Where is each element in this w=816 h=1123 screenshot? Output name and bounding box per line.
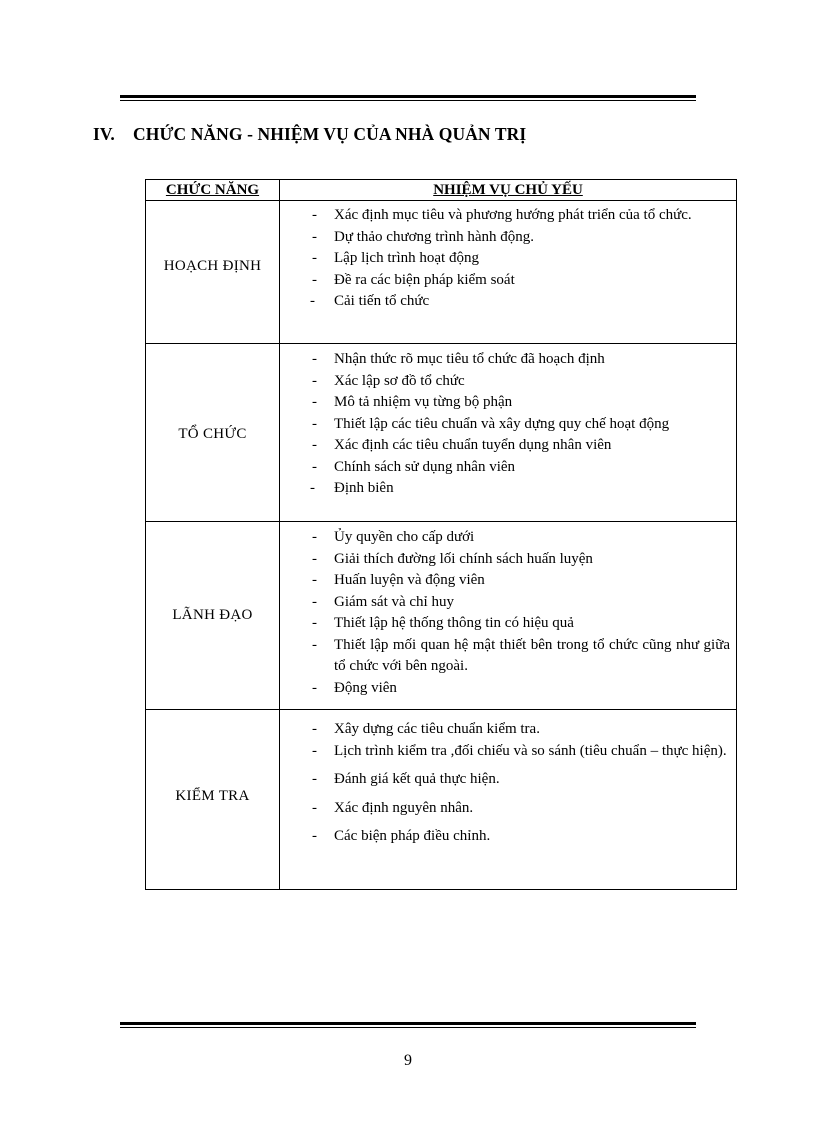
header-function: CHỨC NĂNG	[146, 180, 280, 201]
top-double-rule	[120, 95, 696, 101]
task-list	[280, 349, 730, 500]
table-header-row	[146, 180, 737, 201]
function-cell-planning: HOẠCH ĐỊNH	[146, 201, 280, 344]
list-item: - Chính sách sử dụng nhân viên	[312, 458, 516, 475]
tasks-cell-leading	[280, 522, 737, 710]
section-number: IV.	[93, 124, 115, 144]
list-item: - Lập lịch trình hoạt động	[312, 250, 479, 266]
list-item: - Xác lập sơ đồ tổ chức	[312, 372, 465, 389]
task-list	[280, 527, 730, 699]
list-item: - Đề ra các biện pháp kiểm soát	[312, 271, 515, 288]
table-row	[146, 344, 737, 522]
section-title-text: CHỨC NĂNG - NHIỆM VỤ CỦA NHÀ QUẢN TRỊ	[133, 124, 527, 144]
list-item: - Ủy quyền cho cấp dưới	[312, 529, 475, 545]
function-cell-leading: LÃNH ĐẠO	[146, 522, 280, 710]
tasks-cell-planning	[280, 201, 737, 344]
list-item: - Đánh giá kết quả thực hiện.	[312, 771, 500, 787]
table-row	[146, 201, 737, 344]
list-item: - Động viên	[312, 679, 397, 696]
list-item: - Lịch trình kiểm tra ,đối chiếu và so sánh (tiêu chuẩn – thực hiện).	[312, 742, 727, 759]
list-item: - Huấn luyện và động viên	[312, 572, 485, 588]
task-list	[280, 719, 730, 848]
bottom-double-rule	[120, 1022, 696, 1028]
list-item: - Xác định các tiêu chuẩn tuyển dụng nhân viên	[312, 437, 612, 453]
list-item: - Thiết lập hệ thống thông tin có hiệu quả	[312, 615, 574, 631]
page-number: 9	[404, 1052, 412, 1069]
list-item: - Xây dựng các tiêu chuẩn kiểm tra.	[312, 721, 540, 737]
list-item: - Các biện pháp điều chỉnh.	[312, 828, 491, 844]
function-cell-controlling: KIỂM TRA	[146, 710, 280, 890]
list-item: - Thiết lập mối quan hệ mật thiết bên trong tổ chức cũng như giữa tổ chức với bên ngoài.	[312, 636, 730, 674]
header-tasks: NHIỆM VỤ CHỦ YẾU	[280, 180, 737, 201]
list-item: - Cải tiến tổ chức	[310, 293, 430, 309]
section-heading	[93, 124, 526, 145]
task-list	[280, 205, 730, 313]
list-item: - Định biên	[310, 480, 394, 496]
function-cell-organizing: TỔ CHỨC	[146, 344, 280, 522]
list-item: - Xác định mục tiêu và phương hướng phát triển của tổ chức.	[312, 207, 692, 223]
list-item: - Xác định nguyên nhân.	[312, 799, 474, 816]
list-item: - Dự thảo chương trình hành động.	[312, 228, 534, 245]
tasks-cell-organizing	[280, 344, 737, 522]
table-row	[146, 710, 737, 890]
table-row	[146, 522, 737, 710]
list-item: - Giải thích đường lối chính sách huấn luyện	[312, 550, 593, 567]
tasks-cell-controlling	[280, 710, 737, 890]
list-item: - Mô tả nhiệm vụ từng bộ phận	[312, 394, 513, 410]
functions-tasks-table	[145, 179, 737, 890]
list-item: - Nhận thức rõ mục tiêu tổ chức đã hoạch định	[312, 351, 605, 367]
list-item: - Thiết lập các tiêu chuẩn và xây dựng quy chế hoạt động	[312, 415, 670, 432]
list-item: - Giám sát và chỉ huy	[312, 593, 454, 610]
